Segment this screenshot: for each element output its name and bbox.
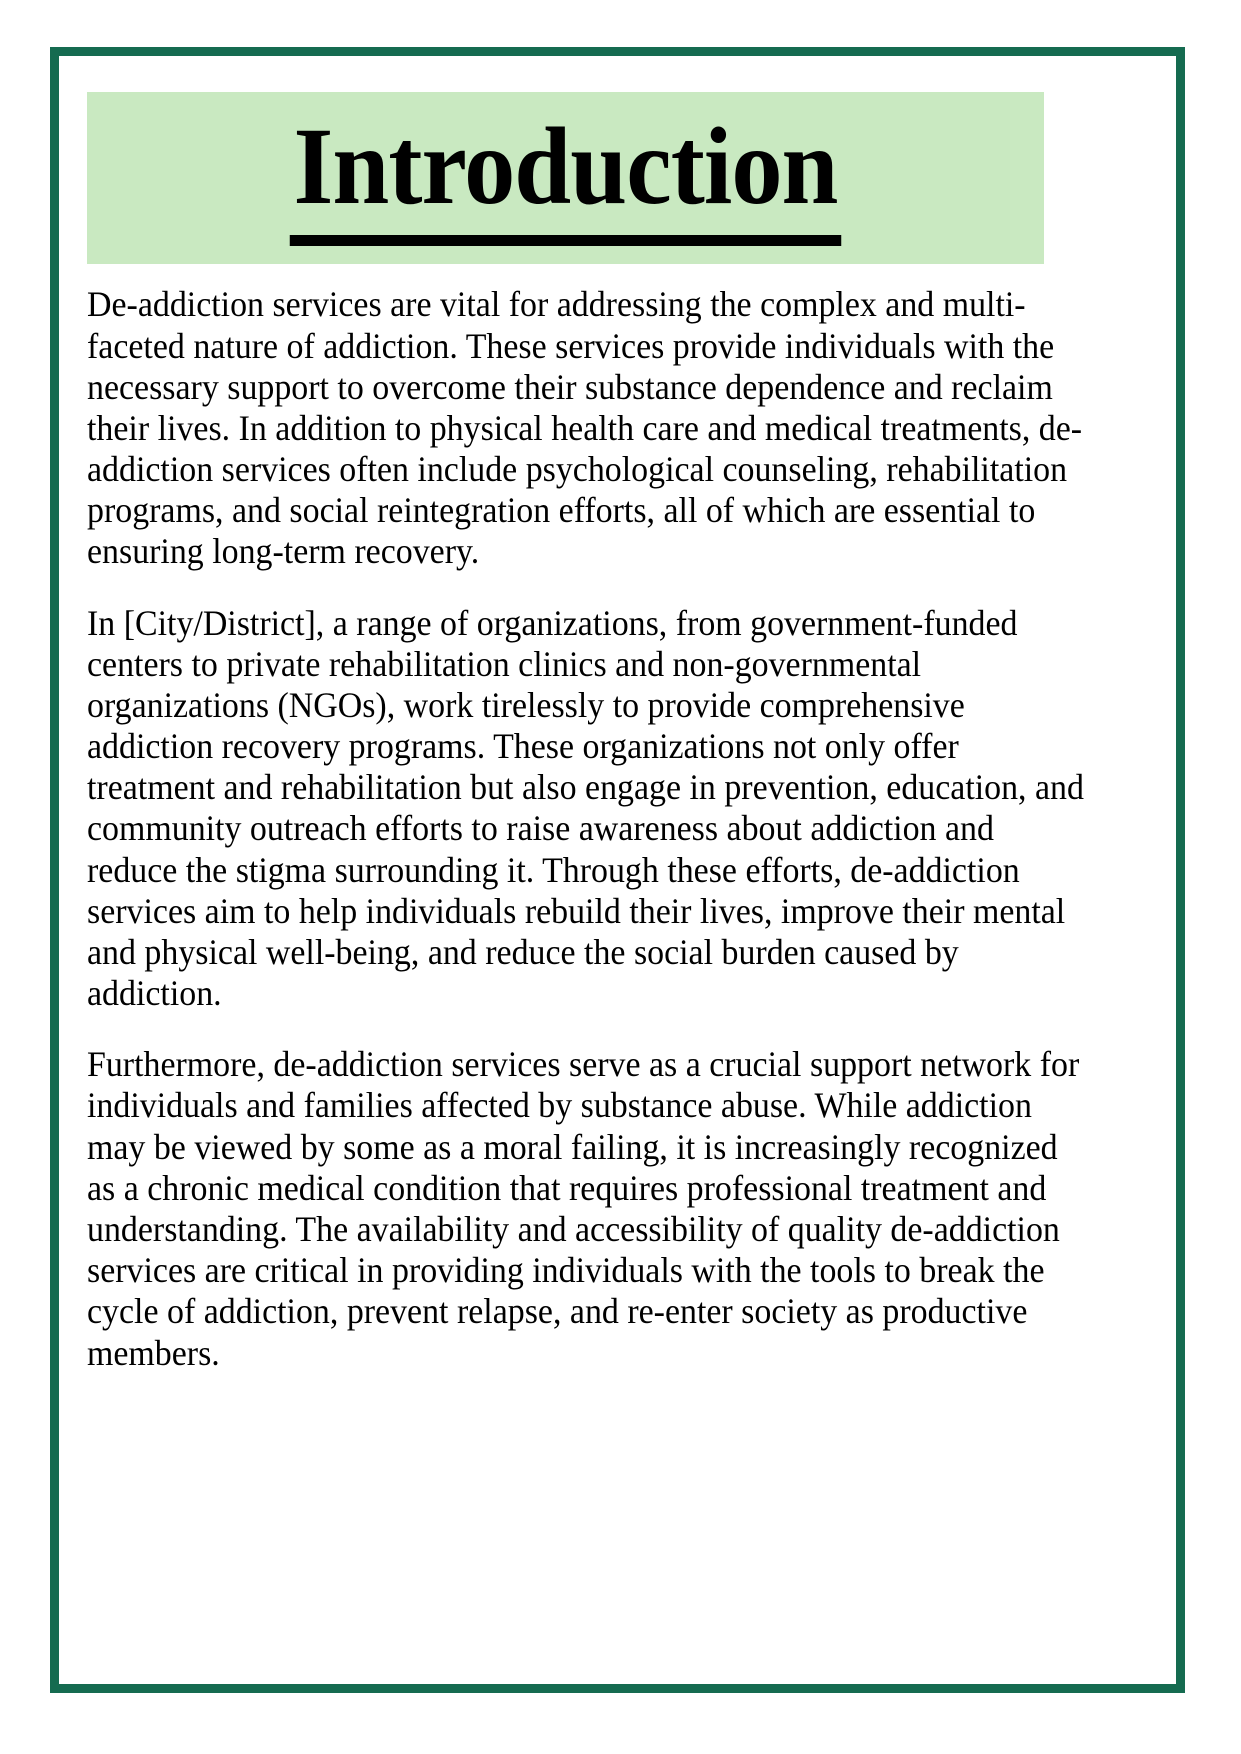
page-title: Introduction: [290, 104, 841, 246]
paragraph-2: In [City/District], a range of organizations, from government-funded centers to private rehabilitation clinics and non-governmental organizations (NGOs), work tirelessly to provide comprehensive addiction recovery programs. These organizations not only offer treatment and rehabilitation but also engage in prevention, education, and community outreach efforts to raise awareness about addiction and reduce the stigma surrounding it. Through these efforts, de-addiction services aim to help individuals rebuild their lives, improve their mental and physical well-being, and reduce the social burden caused by addiction.: [87, 602, 1084, 1014]
title-banner: [87, 92, 1044, 264]
paragraph-1: De-addiction services are vital for addressing the complex and multi-faceted nature of addiction. These services provide individuals with the necessary support to overcome their substance dependence and reclaim their lives. In addition to physical health care and medical treatments, de-addiction services often include psychological counseling, rehabilitation programs, and social reintegration efforts, all of which are essential to ensuring long-term recovery.: [87, 284, 1083, 572]
page-border-frame: [50, 47, 1185, 1693]
body-copy: [81, 284, 1150, 1373]
paragraph-3: Furthermore, de-addiction services serve as a crucial support network for individuals and families affected by substance abuse. While addiction may be viewed by some as a moral failing, it is increasingly recognized as a chronic medical condition that requires professional treatment and understanding. The availability and accessibility of quality de-addiction services are critical in providing individuals with the tools to break the cycle of addiction, prevent relapse, and re-enter society as productive members.: [87, 1044, 1080, 1373]
page-content: [81, 92, 1150, 1662]
